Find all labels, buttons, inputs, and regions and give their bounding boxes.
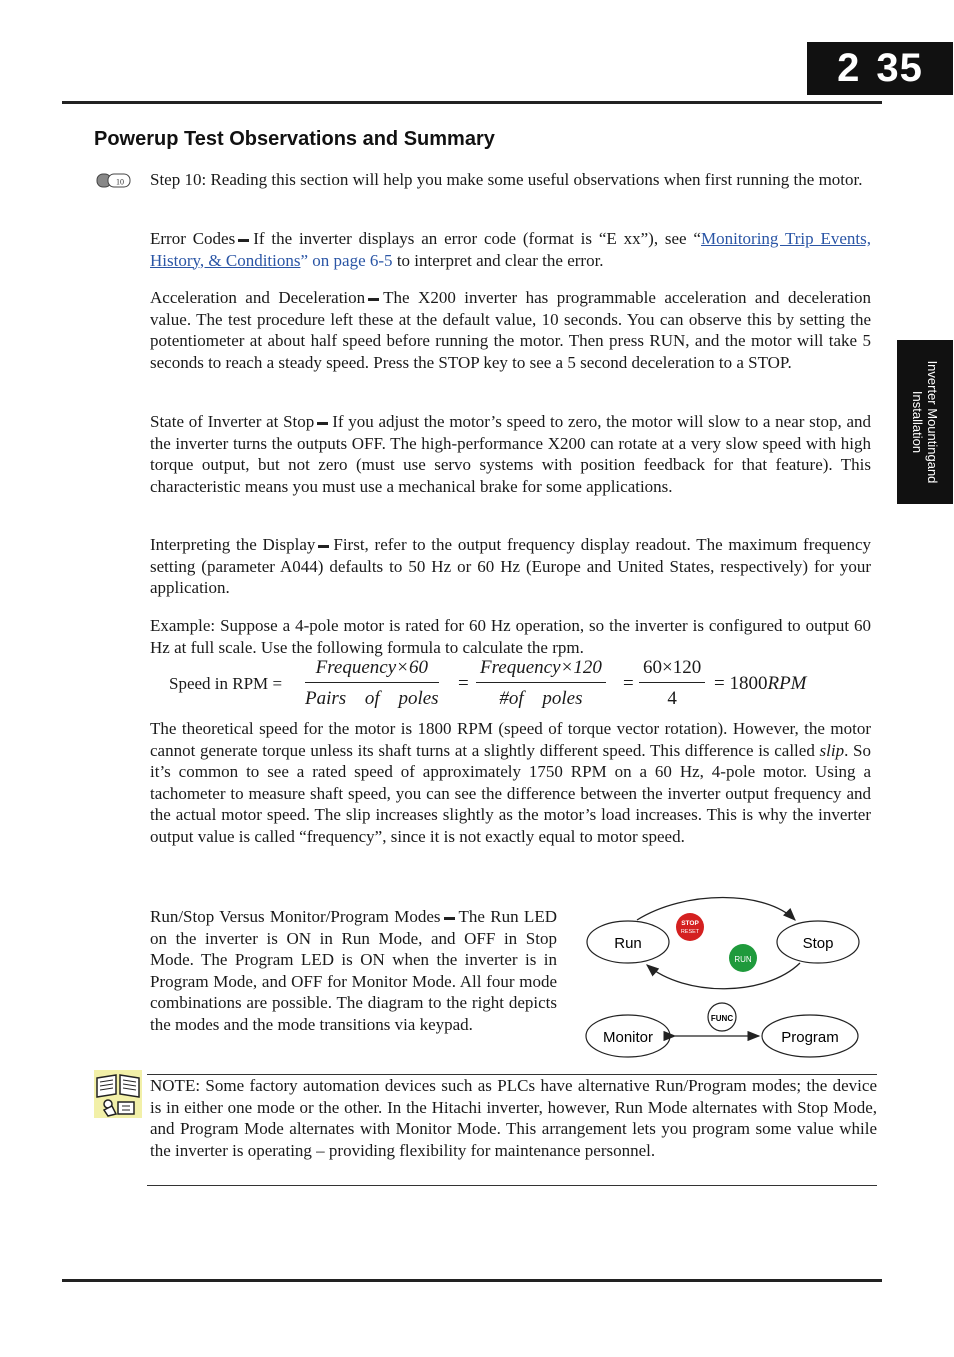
- side-tab-label: Inverter Mountingand Installation: [910, 360, 940, 484]
- note-box: [147, 1074, 877, 1186]
- em-dash: [238, 239, 249, 242]
- error-codes-text-before: If the inverter displays an error code (format is “E xx”), see “: [253, 229, 701, 248]
- side-chapter-tab: [897, 340, 953, 504]
- run-to-stop-arrow: [637, 898, 795, 921]
- slip-term: slip: [819, 740, 845, 760]
- fraction-2: [476, 657, 606, 710]
- em-dash: [444, 917, 455, 920]
- func-key-label: FUNC: [710, 1014, 734, 1023]
- result-unit: RPM: [767, 673, 807, 694]
- note-book-icon: [94, 1070, 142, 1118]
- step-paragraph: [150, 169, 871, 191]
- run-key-label: RUN: [734, 955, 752, 964]
- note-label: NOTE:: [150, 1076, 201, 1095]
- step-icon: [96, 172, 132, 189]
- accel-text: The X200 inverter has programmable acceleration and deceleration value. The test procedure left these at the default value, 10 seconds. You can observe this by setting the potentiometer at about half speed before running the motor. Then press RUN, and the motor will take 5 seconds to reach a steady speed. Press the STOP key to see a 5 second deceleration to a STOP.: [150, 288, 871, 372]
- page-reference-link[interactable]: ” on page 6-5: [300, 250, 393, 270]
- stop-mode-label: Stop: [802, 935, 834, 952]
- modes-text: The Run LED on the inverter is ON in Run Mode, and OFF in Stop Mode. The Program LED is ON when the inverter is in Program Mode, and OFF for Monitor Mode. All four mode combinations are possible. The diagram to the right depicts the modes and the mode transitions via keypad.: [150, 907, 557, 1034]
- example-paragraph: [150, 615, 871, 658]
- error-codes-paragraph: [150, 228, 871, 271]
- monitoring-trip-events-link[interactable]: Monitoring Trip Events, History, & Conditions: [150, 229, 871, 270]
- theory-text-before: The theoretical speed for the motor is 1800 RPM (speed of torque vector rotation). However, the motor cannot generate torque unless its shaft turns at a slightly different speed. This difference is called: [150, 719, 871, 760]
- reset-key-label: RESET: [680, 929, 700, 935]
- fraction-3-numerator: 60×120: [639, 657, 705, 683]
- run-mode-label: Run: [614, 935, 642, 952]
- modes-label: Run/Stop Versus Monitor/Program Modes: [150, 907, 441, 926]
- result-value: 1800: [729, 673, 768, 694]
- accel-paragraph: [150, 287, 871, 373]
- note-text: Some factory automation devices such as PLCs have alternative Run/Program modes; the device is in either one mode or the other. In the Hitachi inverter, however, Run Mode alternates with Stop Mode, and Program Mode alternates with Monitor Mode. This arrangement lets you program some value while the inverter is operating – providing flexibility for maintenance personnel.: [150, 1076, 877, 1160]
- em-dash: [317, 422, 328, 425]
- section-title: Powerup Test Observations and Summary: [94, 128, 495, 150]
- error-codes-text-after: to interpret and clear the error.: [392, 250, 604, 270]
- step-label: Step 10:: [150, 170, 207, 189]
- stop-state-label: State of Inverter at Stop: [150, 412, 315, 431]
- fraction-3: [639, 657, 705, 710]
- stop-key-label: STOP: [681, 920, 699, 927]
- stop-state-paragraph: [150, 411, 871, 497]
- monitor-mode-label: Monitor: [602, 1029, 654, 1046]
- fraction-1-numerator: Frequency×60: [305, 657, 439, 683]
- fraction-2-denominator: #of poles: [499, 688, 583, 709]
- formula-label: Speed in RPM =: [169, 674, 283, 693]
- step-text: Reading this section will help you make some useful observations when first running the motor.: [206, 170, 863, 189]
- theory-text-after: . So it’s common to see a rated speed of approximately 1750 RPM on a 60 Hz, 4-pole motor. Using a tachometer to measure shaft speed, you can see the difference between the inverter output frequency and the actual motor speed. The slip increases slightly as the motor’s load increases. This is why the inverter output value is called “frequency”, since it is not exactly equal to motor speed.: [150, 740, 871, 846]
- header-rule: [62, 101, 882, 104]
- step-icon-number: 10: [116, 177, 124, 187]
- equals-sign: =: [623, 673, 634, 694]
- error-codes-label: Error Codes: [150, 229, 236, 248]
- display-text: First, refer to the output frequency display readout. The maximum frequency setting (parameter A044) defaults to 50 Hz or 60 Hz (Europe and United States, respectively) for your application.: [150, 535, 871, 598]
- example-text: Example: Suppose a 4-pole motor is rated for 60 Hz operation, so the inverter is configured to output 60 Hz at full scale. Use the following formula to calculate the rpm.: [150, 616, 871, 657]
- display-label: Interpreting the Display: [150, 535, 316, 554]
- accel-label: Acceleration and Deceleration: [150, 288, 366, 307]
- mode-transition-diagram: [575, 895, 875, 1065]
- program-mode-label: Program: [781, 1029, 839, 1046]
- note-paragraph: [150, 1075, 877, 1161]
- stop-reset-key-icon: [676, 913, 704, 941]
- fraction-3-denominator: 4: [667, 688, 677, 709]
- em-dash: [318, 545, 329, 548]
- chapter-page-badge: [807, 42, 953, 95]
- fraction-2-numerator: Frequency×120: [476, 657, 606, 683]
- modes-paragraph: [150, 906, 557, 1036]
- chapter-number: 2: [837, 46, 861, 90]
- theory-paragraph: [150, 718, 871, 848]
- page-number: 35: [876, 46, 923, 90]
- rpm-formula: [150, 654, 871, 718]
- formula-result: = 1800RPM: [714, 673, 807, 694]
- stop-state-text: If you adjust the motor’s speed to zero, the motor will slow to a near stop, and the inverter turns the outputs OFF. The high-performance X200 can rotate at a very slow speed with high torque output, but not zero (must use servo systems with position feedback for that feature). This characteristic means you must use a mechanical brake for some applications.: [150, 412, 871, 496]
- stop-to-run-arrow: [647, 963, 800, 989]
- equals-sign: =: [458, 673, 469, 694]
- fraction-1: [305, 657, 439, 710]
- em-dash: [368, 298, 379, 301]
- footer-rule: [62, 1279, 882, 1282]
- fraction-1-denominator: Pairs of poles: [305, 688, 439, 709]
- display-paragraph: [150, 534, 871, 599]
